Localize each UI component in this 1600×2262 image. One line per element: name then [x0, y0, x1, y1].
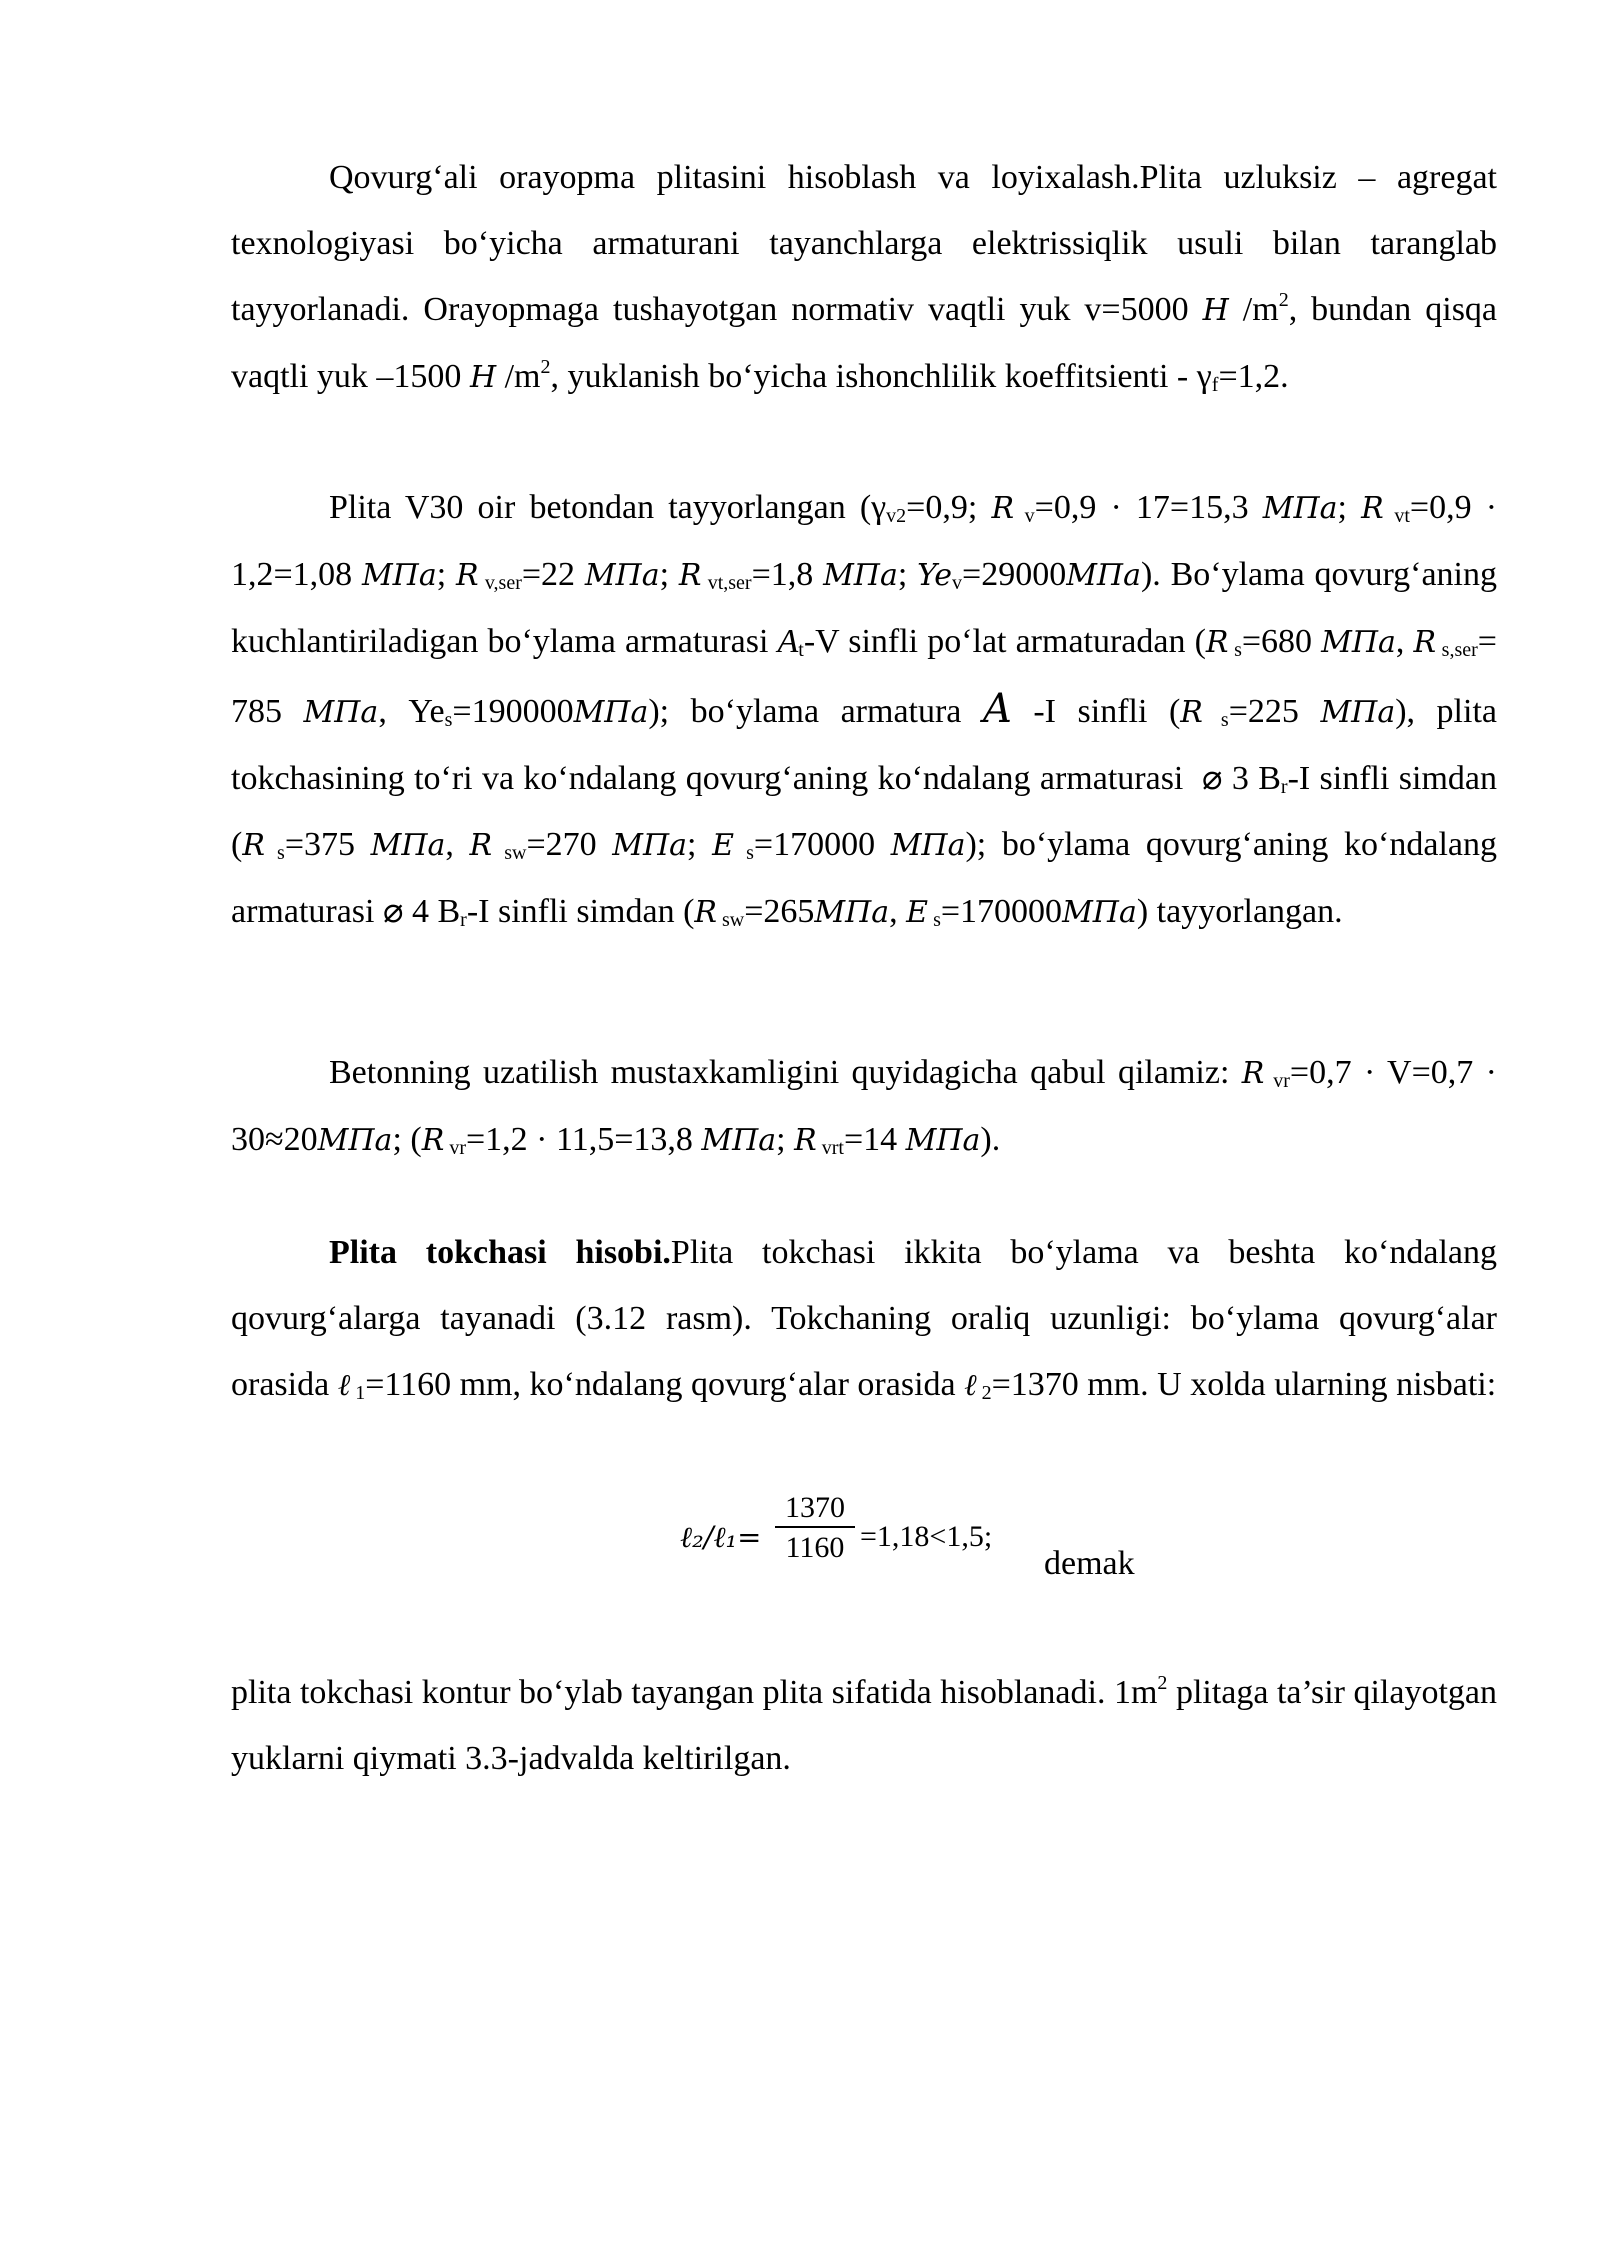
- formula-rhs: =1,18<1,5;: [860, 1520, 993, 1553]
- flange-text: Plita tokchasi ikkita bo‘ylama va beshta ko‘ndalang qovurg‘alarga tayanadi (3.12 rasm). Tokchaning oraliq uzunligi: bo‘ylama qovurg‘alar orasida ℓ $_1$=1160 mm, ko‘ndalang qovurg‘alar orasida ℓ $_2$=1370 mm. U xolda ularning nisbati:: [231, 1234, 1497, 1404]
- fraction-numerator: 1370: [775, 1490, 855, 1528]
- formula-lhs: ℓ₂/ℓ₁=: [680, 1520, 762, 1554]
- paragraph-materials: Plita V30 oir betondan tayyorlangan ($\gamma_{v2}=0,9$; R $_v$=0,9 · 17=15,3 МПа; R $_{vt}$=0,9 · 1,2=1,08 МПа; R $_{v,ser}$=22 МПа; R $_{vt,ser}$=1,8 МПа; $Ye_v=29000МПа$). Bo‘ylama qovurg‘aning kuchlantiriladigan bo‘ylama armaturasi $A_t-V$ sinfli po‘lat armaturadan (R $_s$=680 МПа, R $_{s,ser}$= 785 МПа, $Ye_s=190000МПа$); bo‘ylama armatura A -I sinfli (R $_s$=225 МПа), plita tokchasining to‘ri va ko‘ndalang qovurg‘aning ko‘ndalang armaturasi ⌀ 3 $B_r-I$ sinfli simdan (R $_s$=375 МПа, R $_{sw}$=270 МПа; E $_s$=170000 МПа); bo‘ylama qovurg‘aning ko‘ndalang armaturasi ⌀ 4 $B_r-I$ sinfli simdan (R $_{sw}$=265МПа, E $_s$=170000МПа) tayyorlangan.: [231, 489, 1498, 931]
- paragraph-transfer-strength: Betonning uzatilish mustaxkamligini quyidagicha qabul qilamiz: R $_{vr}$=0,7 · V=0,7 · 30≈20МПа; (R $_{vr}$=1,2 · 11,5=13,8 МПа; R $_{vrt}$=14 МПа).: [231, 1054, 1497, 1159]
- formula-fraction: [775, 1490, 855, 1568]
- fraction-denominator: 1160: [785, 1531, 845, 1564]
- paragraph-conclusion: plita tokchasi kontur bo‘ylab tayangan plita sifatida hisoblanadi. $1m^2$ plitaga ta’sir qilayotgan yuklarni qiymati 3.3-jadvalda keltirilgan.: [231, 1672, 1497, 1777]
- section-heading: Plita tokchasi hisobi.: [329, 1234, 671, 1271]
- paragraph-intro: Qovurg‘ali orayopma plitasini hisoblash va loyixalash.Plita uzluksiz – agregat texnologiyasi bo‘yicha armaturani tayanchlarga elektrissiqlik usuli bilan taranglab tayyorlanadi. Orayopmaga tushayotgan normativ vaqtli yuk v=5000 Н $/m^2$, bundan qisqa vaqtli yuk –1500 Н $/m^2$, yuklanish bo‘yicha ishonchlilik koeffitsienti - $\gamma_f=1,2$.: [231, 159, 1498, 396]
- paragraph-flange-calculation: [231, 1220, 1497, 1419]
- formula-conclusion-word: demak: [1044, 1545, 1135, 1582]
